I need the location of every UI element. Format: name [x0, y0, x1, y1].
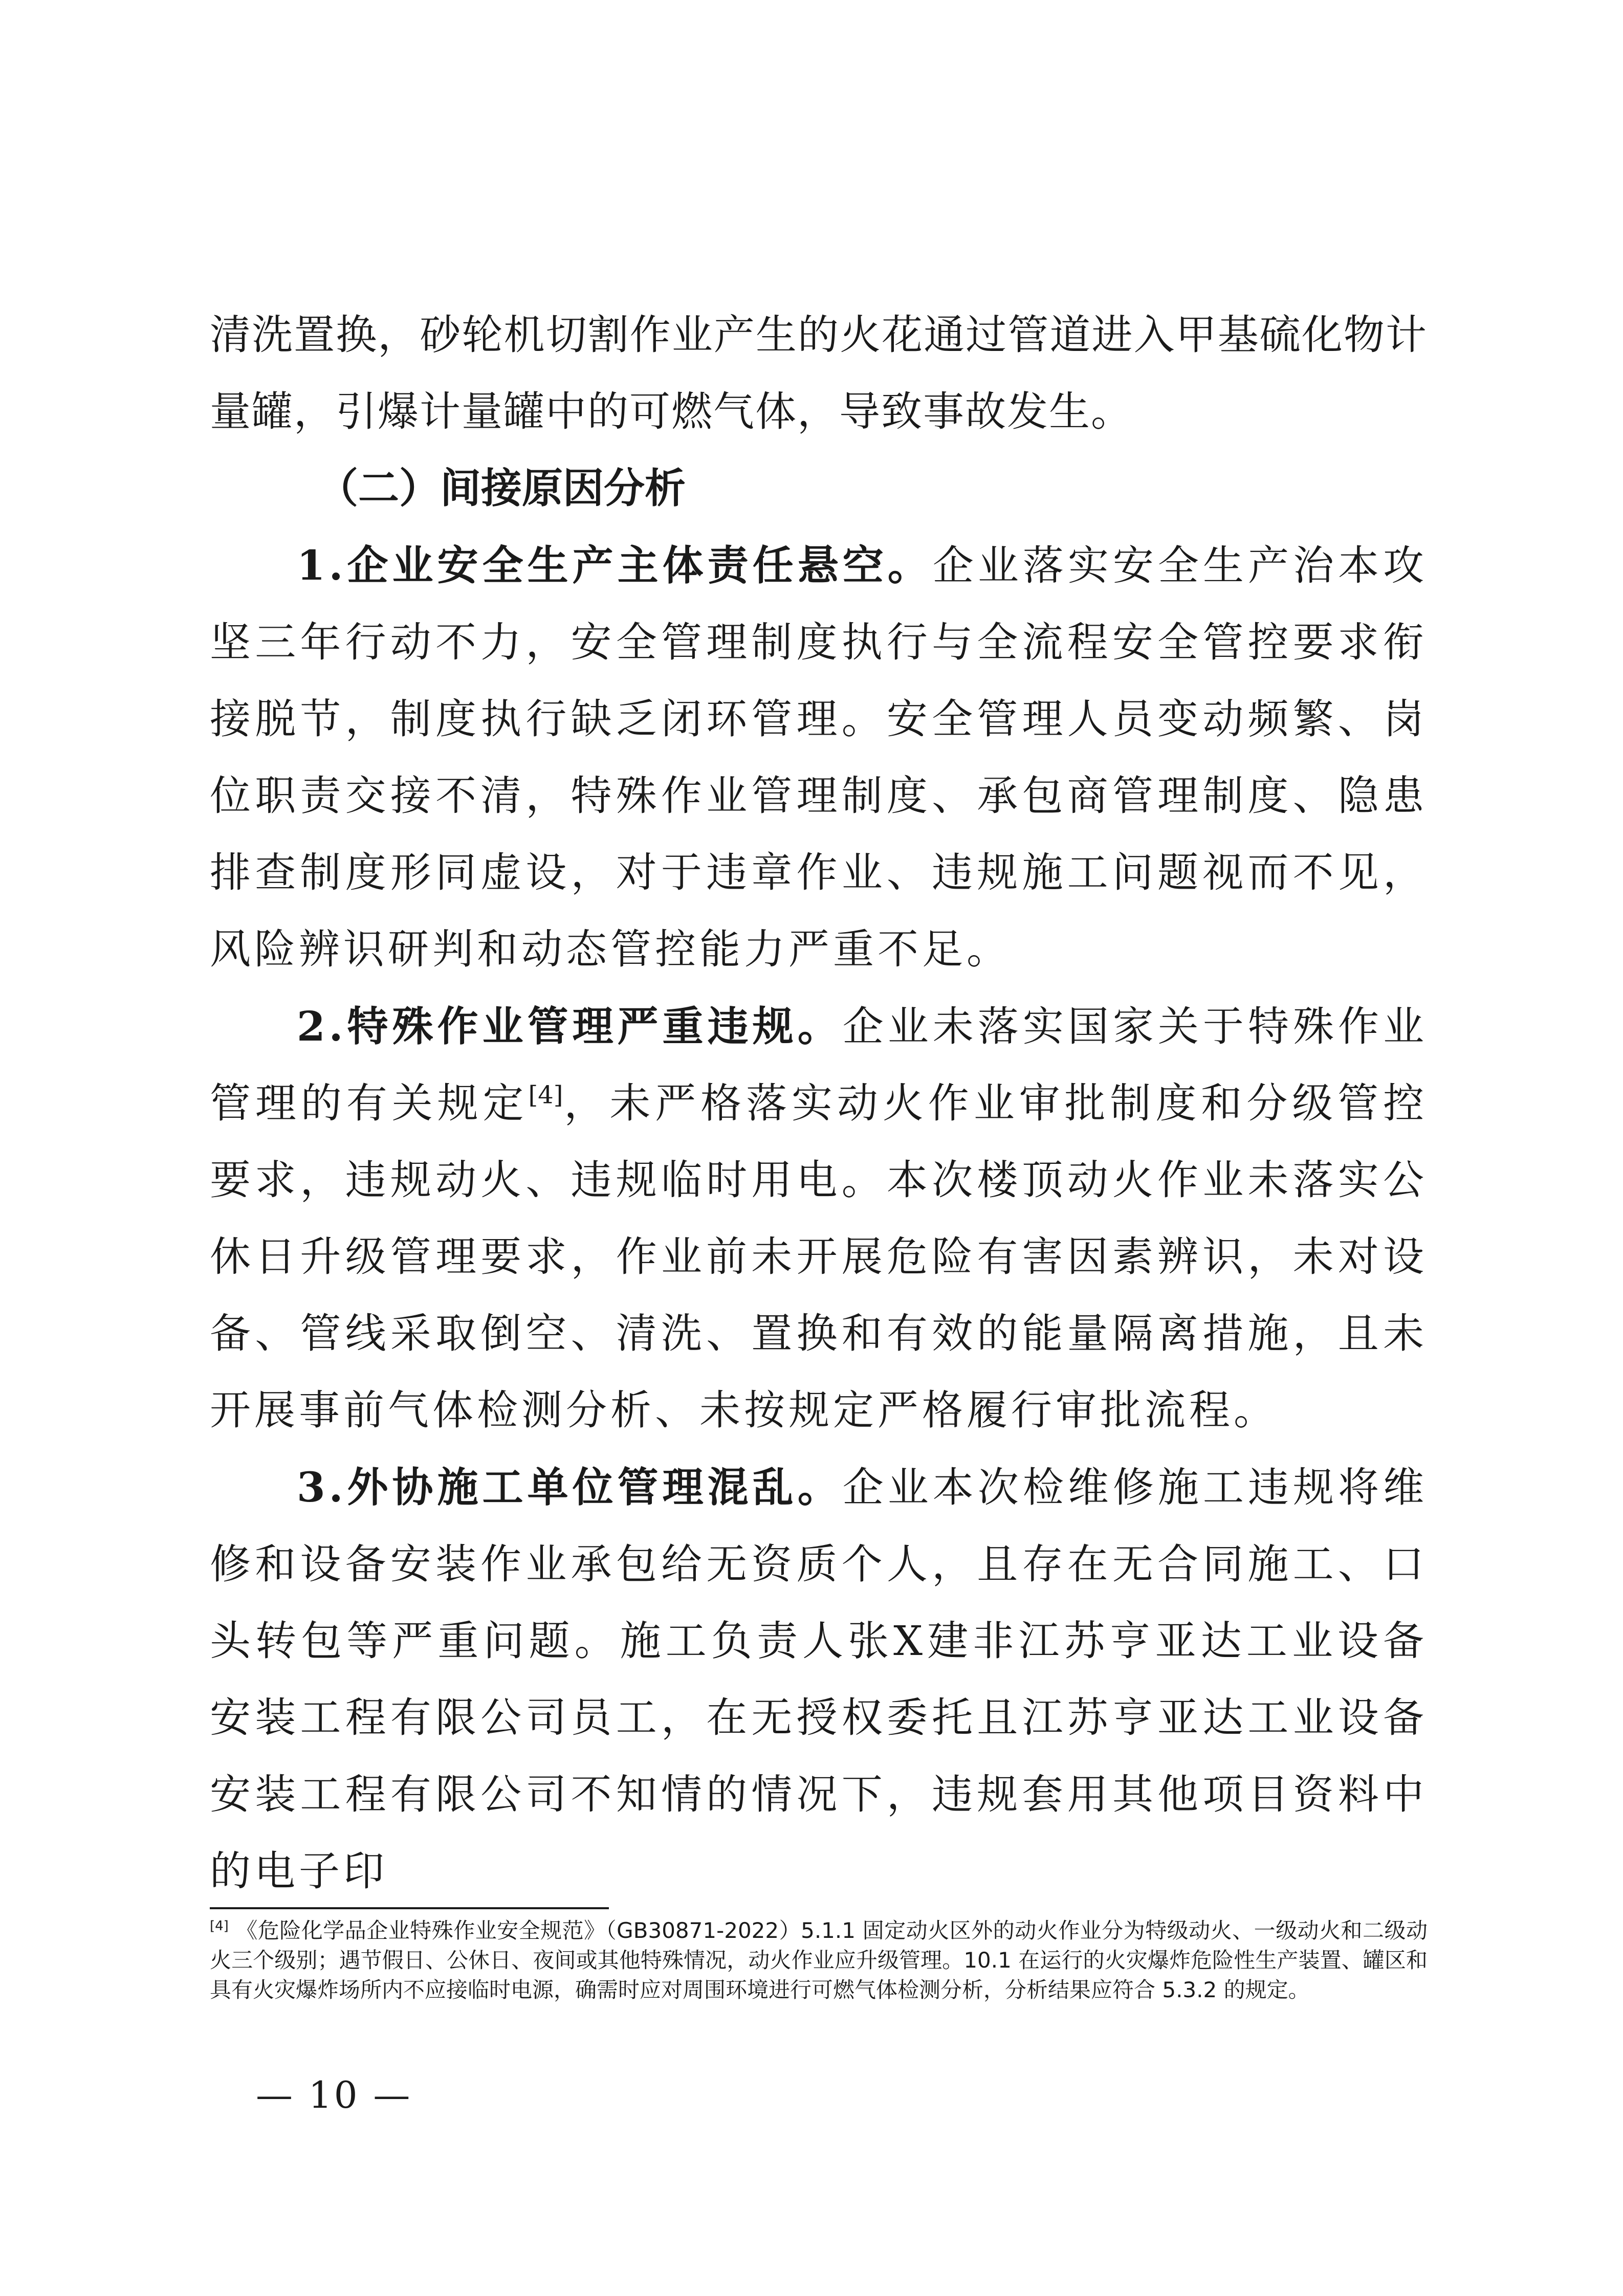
item-3-text: 企业本次检维修施工违规将维修和设备安装作业承包给无资质个人，且存在无合同施工、口头转包等严重问题。施工负责人张X建非江苏亨亚达工业设备安装工程有限公司员工，在无授权委托且江苏亨亚达工业设备安装工程有限公司不知情的情况下，违规套用其他项目资料中的电子印	[210, 1464, 1428, 1895]
item-3-lead: 3.外协施工单位管理混乱。	[297, 1463, 843, 1511]
continuation-paragraph: 清洗置换，砂轮机切割作业产生的火花通过管道进入甲基硫化物计量罐，引爆计量罐中的可燃气体，导致事故发生。	[210, 311, 1428, 435]
footnote-divider	[210, 1907, 609, 1909]
item-2-lead: 2.特殊作业管理严重违规。	[297, 1002, 843, 1050]
section-heading: （二）间接原因分析	[317, 465, 686, 512]
item-1-text: 企业落实安全生产治本攻坚三年行动不力，安全管理制度执行与全流程安全管控要求衔接脱节，制度执行缺乏闭环管理。安全管理人员变动频繁、岗位职责交接不清，特殊作业管理制度、承包商管理制度、隐患排查制度形同虚设，对于违章作业、违规施工问题视而不见，风险辨识研判和动态管控能力严重不足。	[210, 542, 1428, 973]
item-2-text-before: 企业未落实国家关于特殊作业管理的有关规定	[210, 1003, 1428, 1127]
item-1-lead: 1.企业安全生产主体责任悬空。	[297, 541, 933, 589]
item-3-paragraph	[210, 1449, 1428, 1910]
footnote-reference[interactable]: [4]	[528, 1080, 563, 1110]
page-number: — 10 —	[256, 2073, 412, 2116]
item-2-text-after: ，未严格落实动火作业审批制度和分级管控要求，违规动火、违规临时用电。本次楼顶动火作业未落实公休日升级管理要求，作业前未开展危险有害因素辨识，未对设备、管线采取倒空、清洗、置换和有效的能量隔离措施，且未开展事前气体检测分析、未按规定严格履行审批流程。	[210, 1079, 1428, 1434]
footnote-mark: [4]	[210, 1918, 229, 1934]
footnote-text: 《危险化学品企业特殊作业安全规范》（GB30871-2022）5.1.1 固定动火区外的动火作业分为特级动火、一级动火和二级动火三个级别；遇节假日、公休日、夜间或其他特殊情况，动火作业应升级管理。10.1 在运行的火灾爆炸危险性生产装置、罐区和具有火灾爆炸场所内不应接临时电源，确需时应对周围环境进行可燃气体检测分析，分析结果应符合 5.3.2 的规定。	[210, 1918, 1428, 2002]
body-text	[210, 297, 1428, 1910]
item-2-paragraph	[210, 988, 1428, 1449]
footnote	[210, 1916, 1428, 2005]
item-1-paragraph	[210, 527, 1428, 988]
